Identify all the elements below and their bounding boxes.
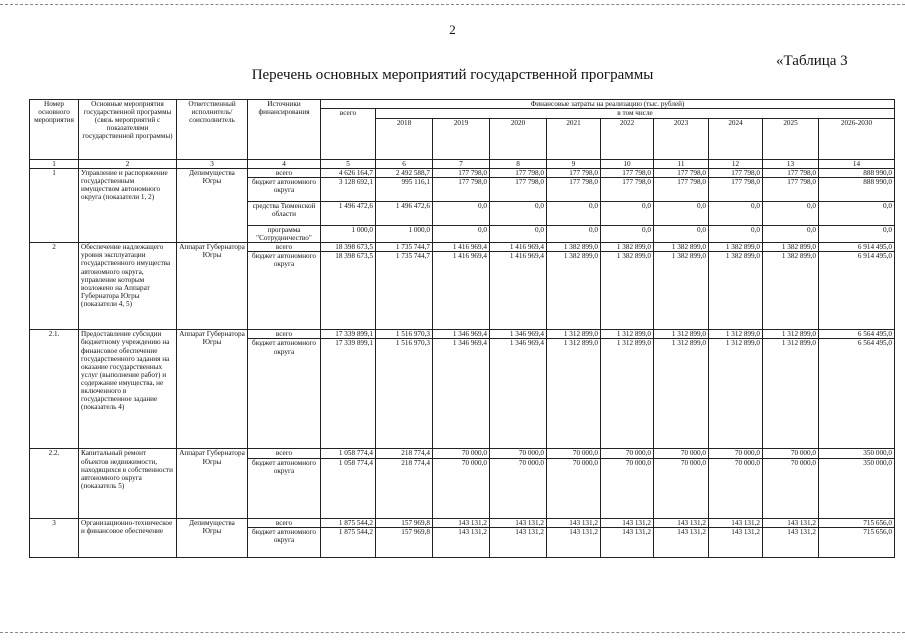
column-index-row xyxy=(30,160,895,169)
funding-value: 1 382 899,0 xyxy=(763,252,819,330)
funding-source: всего xyxy=(248,518,321,527)
funding-value: 18 398 673,5 xyxy=(321,243,376,252)
funding-value: 0,0 xyxy=(547,226,601,243)
funding-source: бюджет автономного округа xyxy=(248,527,321,557)
header-year: 2021 xyxy=(547,119,601,160)
funding-value: 1 312 899,0 xyxy=(709,330,763,339)
funding-value: 177 798,0 xyxy=(654,169,709,178)
funding-value: 6 564 495,0 xyxy=(819,330,895,339)
header-including: в том числе xyxy=(376,109,895,119)
column-index: 14 xyxy=(819,160,895,169)
column-index: 2 xyxy=(79,160,177,169)
funding-value: 1 382 899,0 xyxy=(654,252,709,330)
table-row xyxy=(30,518,895,527)
funding-value: 1 000,0 xyxy=(376,226,433,243)
funding-value: 177 798,0 xyxy=(709,178,763,202)
header-year: 2020 xyxy=(490,119,547,160)
funding-value: 70 000,0 xyxy=(763,458,819,518)
funding-value: 1 312 899,0 xyxy=(547,330,601,339)
funding-value: 0,0 xyxy=(433,226,490,243)
funding-value: 177 798,0 xyxy=(490,178,547,202)
funding-value: 177 798,0 xyxy=(490,169,547,178)
funding-value: 888 990,0 xyxy=(819,178,895,202)
column-index: 7 xyxy=(433,160,490,169)
funding-value: 1 312 899,0 xyxy=(601,330,654,339)
funding-value: 0,0 xyxy=(490,226,547,243)
header-year: 2025 xyxy=(763,119,819,160)
funding-value: 17 339 899,1 xyxy=(321,339,376,449)
column-index: 9 xyxy=(547,160,601,169)
funding-value: 1 875 544,2 xyxy=(321,518,376,527)
funding-source: бюджет автономного округа xyxy=(248,339,321,449)
funding-value: 143 131,2 xyxy=(601,518,654,527)
funding-value: 70 000,0 xyxy=(709,458,763,518)
header-executor: Ответственный исполнитель/ соисполнитель xyxy=(177,100,248,160)
funding-source: всего xyxy=(248,330,321,339)
column-index: 3 xyxy=(177,160,248,169)
event-executor: Депимущества Югры xyxy=(177,169,248,243)
header-year: 2019 xyxy=(433,119,490,160)
column-index: 12 xyxy=(709,160,763,169)
funding-value: 1 312 899,0 xyxy=(547,339,601,449)
funding-value: 18 398 673,5 xyxy=(321,252,376,330)
funding-value: 1 312 899,0 xyxy=(654,330,709,339)
funding-value: 715 656,0 xyxy=(819,527,895,557)
funding-value: 0,0 xyxy=(819,202,895,226)
funding-value: 143 131,2 xyxy=(601,527,654,557)
event-executor: Аппарат Губернатора Югры xyxy=(177,243,248,330)
funding-source: всего xyxy=(248,243,321,252)
funding-value: 0,0 xyxy=(654,226,709,243)
funding-value: 143 131,2 xyxy=(433,527,490,557)
column-index: 4 xyxy=(248,160,321,169)
funding-value: 177 798,0 xyxy=(433,169,490,178)
funding-source: бюджет автономного округа xyxy=(248,458,321,518)
funding-value: 70 000,0 xyxy=(709,449,763,458)
funding-value: 143 131,2 xyxy=(547,527,601,557)
event-name: Обеспечение надлежащего уровня эксплуатации государственного имущества автономного округа, управление которым возложено на Аппарат Губернатора Югры (показатели 4, 5) xyxy=(79,243,177,330)
funding-value: 1 875 544,2 xyxy=(321,527,376,557)
funding-value: 1 346 969,4 xyxy=(433,339,490,449)
funding-value: 1 382 899,0 xyxy=(601,243,654,252)
header-event: Основные мероприятия государственной программы (связь мероприятий с показателями государственной программы) xyxy=(79,100,177,160)
funding-value: 143 131,2 xyxy=(709,527,763,557)
funding-value: 70 000,0 xyxy=(490,449,547,458)
funding-value: 1 416 969,4 xyxy=(490,252,547,330)
funding-value: 177 798,0 xyxy=(547,169,601,178)
funding-value: 70 000,0 xyxy=(547,449,601,458)
page-number: 2 xyxy=(449,22,456,37)
funding-value: 6 914 495,0 xyxy=(819,243,895,252)
funding-value: 1 416 969,4 xyxy=(433,252,490,330)
funding-value: 4 626 164,7 xyxy=(321,169,376,178)
column-index: 10 xyxy=(601,160,654,169)
funding-value: 143 131,2 xyxy=(654,527,709,557)
header-total: всего xyxy=(321,109,376,160)
funding-value: 1 416 969,4 xyxy=(433,243,490,252)
funding-value: 6 564 495,0 xyxy=(819,339,895,449)
event-executor: Депимущества Югры xyxy=(177,518,248,557)
funding-value: 70 000,0 xyxy=(433,458,490,518)
event-name: Капитальный ремонт объектов недвижимости, находящихся в собственности автономного округа (показатель 5) xyxy=(79,449,177,518)
funding-value: 177 798,0 xyxy=(654,178,709,202)
event-number: 3 xyxy=(30,518,79,557)
funding-value: 177 798,0 xyxy=(433,178,490,202)
table-row xyxy=(30,243,895,252)
funding-value: 1 058 774,4 xyxy=(321,449,376,458)
funding-value: 70 000,0 xyxy=(601,458,654,518)
header-year: 2026-2030 xyxy=(819,119,895,160)
funding-value: 143 131,2 xyxy=(490,518,547,527)
funding-value: 350 000,0 xyxy=(819,458,895,518)
column-index: 1 xyxy=(30,160,79,169)
funding-value: 1 312 899,0 xyxy=(763,339,819,449)
funding-value: 17 339 899,1 xyxy=(321,330,376,339)
header-year: 2023 xyxy=(654,119,709,160)
funding-value: 177 798,0 xyxy=(709,169,763,178)
event-number: 2 xyxy=(30,243,79,330)
funding-value: 1 735 744,7 xyxy=(376,252,433,330)
funding-value: 1 416 969,4 xyxy=(490,243,547,252)
funding-value: 70 000,0 xyxy=(490,458,547,518)
header-source: Источники финансирования xyxy=(248,100,321,160)
funding-value: 1 735 744,7 xyxy=(376,243,433,252)
funding-value: 1 312 899,0 xyxy=(709,339,763,449)
funding-value: 1 058 774,4 xyxy=(321,458,376,518)
funding-value: 1 496 472,6 xyxy=(321,202,376,226)
funding-value: 1 382 899,0 xyxy=(547,243,601,252)
event-name: Управление и распоряжение государственным имуществом автономного округа (показатели 1, 2) xyxy=(79,169,177,243)
funding-value: 0,0 xyxy=(763,226,819,243)
funding-value: 143 131,2 xyxy=(547,518,601,527)
funding-value: 177 798,0 xyxy=(763,178,819,202)
funding-value: 1 382 899,0 xyxy=(709,243,763,252)
funding-value: 218 774,4 xyxy=(376,458,433,518)
funding-source: всего xyxy=(248,449,321,458)
header-year: 2018 xyxy=(376,119,433,160)
funding-value: 3 128 692,1 xyxy=(321,178,376,202)
funding-source: средства Тюменской области xyxy=(248,202,321,226)
funding-value: 1 312 899,0 xyxy=(763,330,819,339)
funding-value: 1 346 969,4 xyxy=(433,330,490,339)
funding-value: 177 798,0 xyxy=(763,169,819,178)
header-year: 2022 xyxy=(601,119,654,160)
column-index: 11 xyxy=(654,160,709,169)
funding-value: 1 346 969,4 xyxy=(490,339,547,449)
funding-value: 0,0 xyxy=(601,202,654,226)
event-number: 2.1. xyxy=(30,330,79,449)
event-executor: Аппарат Губернатора Югры xyxy=(177,330,248,449)
funding-value: 0,0 xyxy=(601,226,654,243)
funding-value: 70 000,0 xyxy=(763,449,819,458)
funding-value: 143 131,2 xyxy=(433,518,490,527)
program-events-table xyxy=(29,99,895,558)
header-number: Номер основного мероприятия xyxy=(30,100,79,160)
funding-value: 0,0 xyxy=(709,202,763,226)
event-number: 2.2. xyxy=(30,449,79,518)
header-finance: Финансовые затраты на реализацию (тыс. рублей) xyxy=(321,100,895,109)
table-row xyxy=(30,449,895,458)
funding-value: 143 131,2 xyxy=(709,518,763,527)
funding-source: бюджет автономного округа xyxy=(248,252,321,330)
funding-value: 0,0 xyxy=(763,202,819,226)
funding-value: 143 131,2 xyxy=(763,518,819,527)
funding-value: 70 000,0 xyxy=(547,458,601,518)
header-year: 2024 xyxy=(709,119,763,160)
event-name: Предоставление субсидии бюджетному учреждению на финансовое обеспечение государственного задания на оказание государственных услуг (выполнение работ) и содержание имущества, не включенного в государственное задание (показатель 4) xyxy=(79,330,177,449)
funding-value: 350 000,0 xyxy=(819,449,895,458)
funding-value: 0,0 xyxy=(433,202,490,226)
funding-value: 177 798,0 xyxy=(601,178,654,202)
funding-value: 70 000,0 xyxy=(654,458,709,518)
funding-value: 1 382 899,0 xyxy=(654,243,709,252)
scan-edge-top xyxy=(0,4,905,5)
funding-value: 143 131,2 xyxy=(763,527,819,557)
funding-value: 1 516 970,3 xyxy=(376,330,433,339)
funding-value: 177 798,0 xyxy=(601,169,654,178)
funding-value: 888 990,0 xyxy=(819,169,895,178)
funding-value: 0,0 xyxy=(547,202,601,226)
funding-source: всего xyxy=(248,169,321,178)
funding-value: 6 914 495,0 xyxy=(819,252,895,330)
table-row xyxy=(30,330,895,339)
funding-value: 0,0 xyxy=(654,202,709,226)
funding-value: 0,0 xyxy=(709,226,763,243)
funding-source: программа "Сотрудничество" xyxy=(248,226,321,243)
funding-value: 995 116,1 xyxy=(376,178,433,202)
funding-value: 157 969,8 xyxy=(376,518,433,527)
event-executor: Аппарат Губернатора Югры xyxy=(177,449,248,518)
funding-source: бюджет автономного округа xyxy=(248,178,321,202)
column-index: 6 xyxy=(376,160,433,169)
funding-value: 1 346 969,4 xyxy=(490,330,547,339)
event-name: Организационно-техническое и финансовое обеспечение xyxy=(79,518,177,557)
funding-value: 1 312 899,0 xyxy=(654,339,709,449)
column-index: 8 xyxy=(490,160,547,169)
funding-value: 177 798,0 xyxy=(547,178,601,202)
funding-value: 1 516 970,3 xyxy=(376,339,433,449)
funding-value: 1 000,0 xyxy=(321,226,376,243)
funding-value: 2 492 588,7 xyxy=(376,169,433,178)
funding-value: 1 312 899,0 xyxy=(601,339,654,449)
funding-value: 218 774,4 xyxy=(376,449,433,458)
funding-value: 1 382 899,0 xyxy=(709,252,763,330)
funding-value: 70 000,0 xyxy=(601,449,654,458)
column-index: 13 xyxy=(763,160,819,169)
funding-value: 143 131,2 xyxy=(654,518,709,527)
funding-value: 1 382 899,0 xyxy=(601,252,654,330)
funding-value: 1 382 899,0 xyxy=(763,243,819,252)
funding-value: 143 131,2 xyxy=(490,527,547,557)
funding-value: 0,0 xyxy=(819,226,895,243)
document-title: Перечень основных мероприятий государственной программы xyxy=(251,67,654,83)
table-reference: «Таблица 3 xyxy=(776,53,848,69)
funding-value: 715 656,0 xyxy=(819,518,895,527)
funding-value: 1 496 472,6 xyxy=(376,202,433,226)
event-number: 1 xyxy=(30,169,79,243)
funding-value: 0,0 xyxy=(490,202,547,226)
table-row xyxy=(30,169,895,178)
funding-value: 157 969,8 xyxy=(376,527,433,557)
funding-value: 1 382 899,0 xyxy=(547,252,601,330)
scan-edge-bottom xyxy=(0,632,905,633)
funding-value: 70 000,0 xyxy=(433,449,490,458)
column-index: 5 xyxy=(321,160,376,169)
funding-value: 70 000,0 xyxy=(654,449,709,458)
